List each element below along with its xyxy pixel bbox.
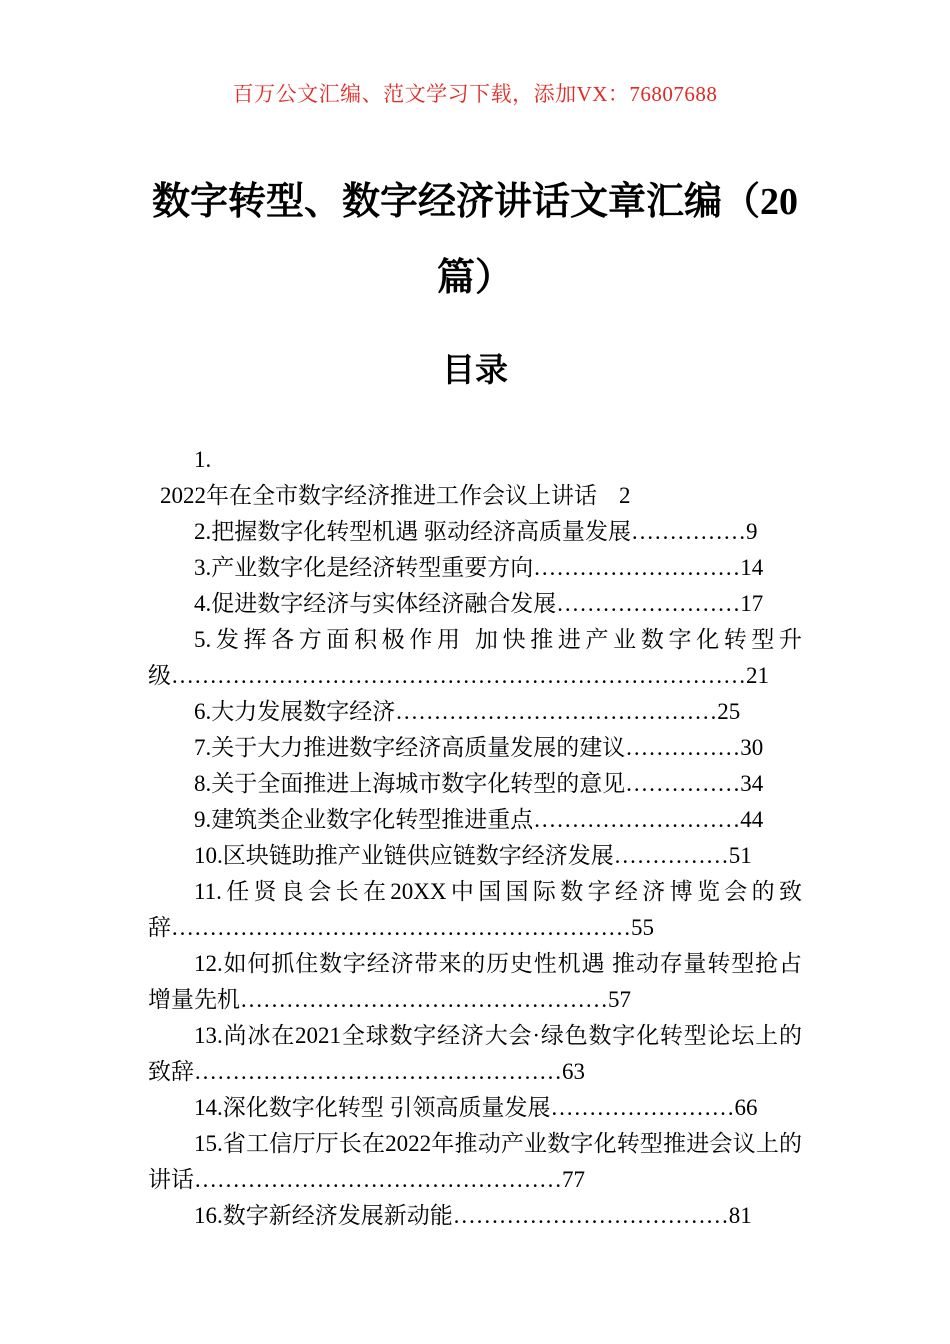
- toc-entry: [148, 514, 802, 550]
- toc-entry-page: 25: [717, 699, 741, 724]
- toc-leader-dots: …………………………………………: [240, 987, 608, 1012]
- toc-leader-dots: ……………………………………………………: [171, 915, 631, 940]
- header-ad-text: 百万公文汇编、范文学习下载，添加VX：76807688: [232, 82, 718, 106]
- toc-entry: [148, 622, 802, 694]
- toc-entry-page: 66: [734, 1095, 758, 1120]
- toc-entry: [148, 550, 802, 586]
- toc-leader-dots: …………………………………………: [194, 1167, 562, 1192]
- toc-entry-page: 55: [631, 915, 654, 940]
- toc-leader-dots: ………………………………: [452, 1203, 729, 1228]
- toc-entry-title: 9.建筑类企业数字化转型推进重点: [194, 807, 534, 832]
- toc-entry-title: 15.省工信厅厅长在2022年推动产业数字化转型推进会议上的讲话: [148, 1131, 802, 1192]
- toc-entry: [148, 1126, 802, 1198]
- toc-leader-dots: ……………………: [550, 1095, 735, 1120]
- toc-entry-title: 11.任贤良会长在20XX中国国际数字经济博览会的致辞: [148, 879, 802, 940]
- toc-entry-title: 2022年在全市数字经济推进工作会议上讲话: [160, 483, 597, 508]
- toc-entry: [148, 1018, 802, 1090]
- toc-list: [148, 442, 802, 1234]
- toc-entry-title: 8.关于全面推进上海城市数字化转型的意见: [194, 771, 626, 796]
- toc-heading: 目录: [442, 353, 508, 389]
- toc-entry-page: 30: [740, 735, 764, 760]
- toc-leader-dots: ……………: [631, 519, 746, 544]
- toc-entry-page: 44: [740, 807, 764, 832]
- toc-entry-title: 13.尚冰在2021全球数字经济大会·绿色数字化转型论坛上的致辞: [148, 1023, 802, 1084]
- toc-entry-title: 16.数字新经济发展新动能: [194, 1203, 453, 1228]
- toc-entry: [148, 946, 802, 1018]
- toc-entry-page: 57: [608, 987, 631, 1012]
- toc-entry: [148, 694, 802, 730]
- toc-leader-dots: ……………: [613, 843, 729, 868]
- document-title: 数字转型、数字经济讲话文章汇编（20篇）: [151, 181, 798, 299]
- toc-leader-dots: ………………………: [533, 555, 741, 580]
- toc-entry-page: 14: [740, 555, 764, 580]
- toc-leader-dots: ………………………: [533, 807, 741, 832]
- toc-entry-title: 10.区块链助推产业链供应链数字经济发展: [194, 843, 614, 868]
- toc-entry-title: 12.如何抓住数字经济带来的历史性机遇 推动存量转型抢占增量先机: [148, 951, 802, 1012]
- toc-entry: [148, 1198, 802, 1234]
- toc-leader-dots: …………………………………………………………………: [171, 663, 746, 688]
- toc-entry-page: 81: [728, 1203, 752, 1228]
- toc-entry-title: 6.大力发展数字经济: [194, 699, 396, 724]
- toc-leader-dots: …………………………………………: [194, 1059, 562, 1084]
- toc-leader-dots: ……………: [625, 771, 741, 796]
- toc-entry-page: 17: [740, 591, 764, 616]
- toc-entry-title: 14.深化数字化转型 引领高质量发展: [194, 1095, 551, 1120]
- toc-entry: [148, 874, 802, 946]
- toc-entry: [148, 802, 802, 838]
- toc-entry-title: 4.促进数字经济与实体经济融合发展: [194, 591, 557, 616]
- toc-entry-title: 7.关于大力推进数字经济高质量发展的建议: [194, 735, 626, 760]
- toc-entry-title: 2.把握数字化转型机遇 驱动经济高质量发展: [194, 519, 631, 544]
- toc-leader-dots: ……………: [625, 735, 741, 760]
- toc-entry-title: 3.产业数字化是经济转型重要方向: [194, 555, 534, 580]
- toc-entry-title: 5.发挥各方面积极作用 加快推进产业数字化转型升级: [148, 627, 802, 688]
- toc-entry-page: 63: [562, 1059, 585, 1084]
- toc-entry-page: 51: [728, 843, 752, 868]
- toc-entry-number: 1.: [194, 447, 212, 472]
- toc-entry: [148, 766, 802, 802]
- toc-entry-page: 34: [740, 771, 764, 796]
- toc-entry-page: 21: [746, 663, 769, 688]
- toc-leader-dots: ……………………: [556, 591, 741, 616]
- toc-leader-dots: ……………………………………: [395, 699, 718, 724]
- toc-entry: [148, 1090, 802, 1126]
- toc-entry: [148, 442, 802, 514]
- toc-entry: [148, 730, 802, 766]
- toc-entry-page: 9: [746, 519, 758, 544]
- toc-entry: [148, 838, 802, 874]
- toc-entry: [148, 586, 802, 622]
- toc-entry-page: 2: [619, 483, 631, 508]
- toc-entry-page: 77: [562, 1167, 585, 1192]
